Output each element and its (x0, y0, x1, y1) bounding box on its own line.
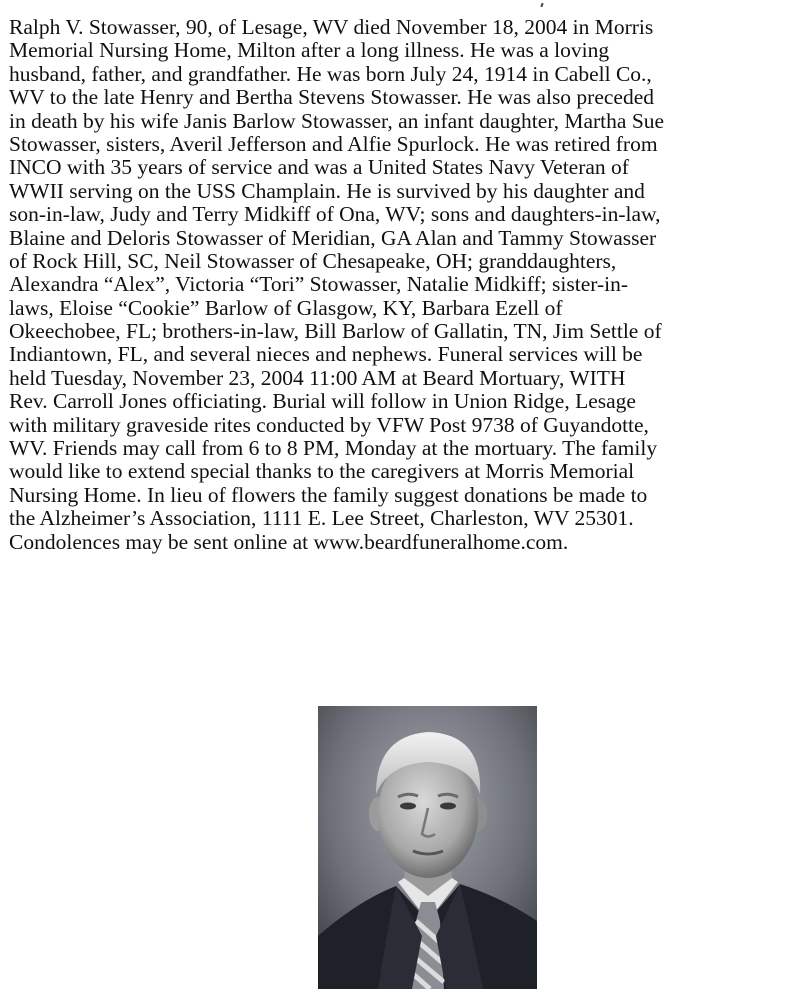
right-eye (440, 803, 456, 810)
obituary-line: husband, father, and grandfather. He was born July 24, 1914 in Cabell Co., (9, 61, 652, 86)
obituary-line: would like to extend special thanks to the caregivers at Morris Memorial (9, 459, 635, 484)
obituary-line: Nursing Home. In lieu of flowers the family suggest donations be made to (9, 482, 648, 507)
obituary-line: Ralph V. Stowasser, 90, of Lesage, WV died November 18, 2004 in Morris (9, 15, 654, 39)
obituary-line: Memorial Nursing Home, Milton after a long illness. He was a loving (9, 38, 610, 63)
obituary-line: WV. Friends may call from 6 to 8 PM, Monday at the mortuary. The family (9, 436, 658, 461)
obituary-line: Stowasser, sisters, Averil Jefferson and Alfie Spurlock. He was retired from (9, 131, 658, 156)
obituary-line: INCO with 35 years of service and was a United States Navy Veteran of (9, 155, 629, 180)
portrait-illustration (318, 706, 537, 989)
left-eye (400, 803, 416, 810)
obituary-line: Okeechobee, FL; brothers-in-law, Bill Barlow of Gallatin, TN, Jim Settle of (9, 319, 662, 344)
obituary-line: Blaine and Deloris Stowasser of Meridian, GA Alan and Tammy Stowasser (9, 225, 657, 250)
obituary-line: Rev. Carroll Jones officiating. Burial will follow in Union Ridge, Lesage (9, 389, 636, 414)
obituary-line: the Alzheimer’s Association, 1111 E. Lee Street, Charleston, WV 25301. (9, 506, 634, 531)
obituary-text (9, 16, 799, 554)
obituary-line: held Tuesday, November 23, 2004 11:00 AM at Beard Mortuary, WITH (9, 365, 626, 390)
obituary-line: laws, Eloise “Cookie” Barlow of Glasgow, KY, Barbara Ezell of (9, 295, 563, 320)
obituary-line: Alexandra “Alex”, Victoria “Tori” Stowasser, Natalie Midkiff; sister-in- (9, 272, 629, 297)
obituary-line: Condolences may be sent online at www.beardfuneralhome.com. (9, 529, 569, 554)
obituary-line: WWII serving on the USS Champlain. He is survived by his daughter and (9, 178, 645, 203)
obituary-line: Indiantown, FL, and several nieces and nephews. Funeral services will be (9, 342, 643, 367)
portrait-photo (318, 706, 537, 989)
obituary-line: of Rock Hill, SC, Neil Stowasser of Chesapeake, OH; granddaughters, (9, 248, 617, 273)
obituary-line: in death by his wife Janis Barlow Stowasser, an infant daughter, Martha Sue (9, 108, 665, 133)
obituary-line: WV to the late Henry and Bertha Stevens Stowasser. He was also preceded (9, 85, 655, 110)
obituary-line: son-in-law, Judy and Terry Midkiff of Ona, WV; sons and daughters-in-law, (9, 202, 661, 227)
scan-speck (540, 3, 543, 7)
obituary-line: with military graveside rites conducted by VFW Post 9738 of Guyandotte, (9, 412, 649, 437)
